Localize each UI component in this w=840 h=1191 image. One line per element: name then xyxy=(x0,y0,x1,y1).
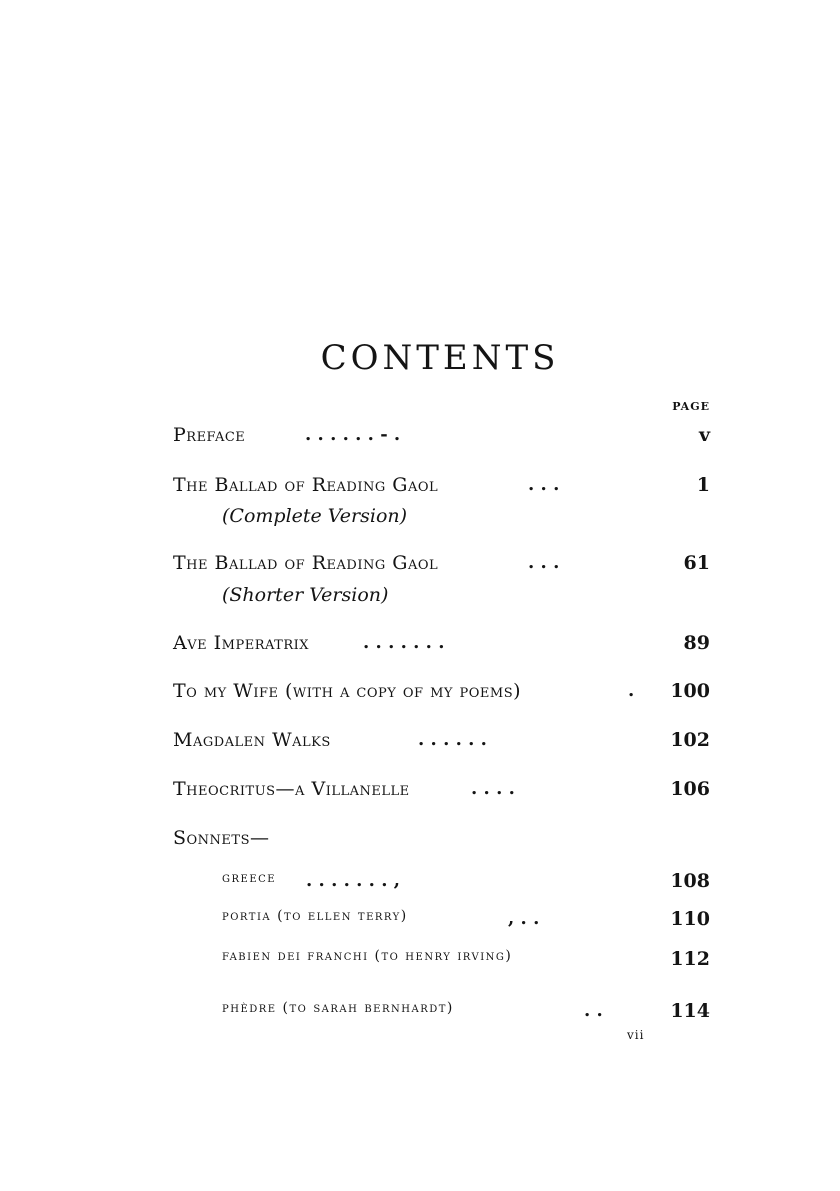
toc-entry-label: Magdalen Walks xyxy=(173,729,331,751)
toc-leader-dots: . xyxy=(628,680,635,701)
toc-leader-dots: . . . . . . . xyxy=(363,632,445,653)
toc-page-number: 1 xyxy=(696,474,710,496)
toc-entry-ave-imperatrix[interactable] xyxy=(173,632,710,662)
toc-leader-dots: . . xyxy=(584,1000,603,1021)
toc-leader-dots: . . . . . . xyxy=(418,729,487,750)
toc-subentry-phedre[interactable] xyxy=(222,1000,710,1030)
toc-entry-label: The Ballad of Reading Gaol xyxy=(173,474,439,496)
toc-entry-ballad-shorter[interactable] xyxy=(173,552,710,582)
page-column-heading: PAGE xyxy=(672,400,710,413)
toc-section-sonnets xyxy=(173,827,710,857)
toc-entry-label: To my Wife (with a copy of my poems) xyxy=(173,680,522,702)
toc-section-label: Sonnets— xyxy=(173,827,270,849)
toc-entry-label: The Ballad of Reading Gaol xyxy=(173,552,439,574)
toc-subentry-fabien[interactable] xyxy=(222,948,710,978)
toc-page-number: 89 xyxy=(683,632,710,654)
toc-entry-note: (Complete Version) xyxy=(222,505,408,527)
toc-entry-preface[interactable] xyxy=(173,424,710,454)
toc-entry-note: (Shorter Version) xyxy=(222,584,389,606)
toc-leader-dots: . . . xyxy=(528,474,560,495)
toc-entry-label: Preface xyxy=(173,424,246,446)
toc-leader-dots: . . . . . . . , xyxy=(306,870,400,891)
toc-page-number: 114 xyxy=(670,1000,710,1022)
toc-entry-label: greece xyxy=(222,870,277,886)
toc-leader-dots: , . . xyxy=(508,908,540,929)
toc-entry-label: phèdre (to sarah bernhardt) xyxy=(222,1000,454,1016)
toc-entry-label: fabien dei franchi (to henry irving) xyxy=(222,948,513,964)
toc-page-number: 61 xyxy=(683,552,710,574)
toc-page-number: 110 xyxy=(670,908,710,930)
toc-leader-dots: . . . . . . - . xyxy=(305,424,401,445)
toc-entry-theocritus[interactable] xyxy=(173,778,710,808)
toc-subentry-greece[interactable] xyxy=(222,870,710,900)
toc-entry-magdalen-walks[interactable] xyxy=(173,729,710,759)
toc-leader-dots: . . . xyxy=(528,552,560,573)
toc-leader-dots: . . . . xyxy=(471,778,515,799)
toc-entry-label: Ave Imperatrix xyxy=(173,632,310,654)
page-title: CONTENTS xyxy=(320,338,560,378)
toc-entry-label: Theocritus—a Villanelle xyxy=(173,778,410,800)
toc-page-number: 106 xyxy=(670,778,710,800)
toc-page-number: v xyxy=(698,424,710,446)
toc-page-number: 100 xyxy=(670,680,710,702)
toc-entry-label: portia (to ellen terry) xyxy=(222,908,408,924)
toc-page-number: 112 xyxy=(670,948,710,970)
toc-entry-ballad-complete[interactable] xyxy=(173,474,710,504)
toc-entry-to-my-wife[interactable] xyxy=(173,680,710,710)
toc-page-number: 102 xyxy=(670,729,710,751)
page-folio: vii xyxy=(627,1028,645,1042)
toc-page-number: 108 xyxy=(670,870,710,892)
toc-subentry-portia[interactable] xyxy=(222,908,710,938)
